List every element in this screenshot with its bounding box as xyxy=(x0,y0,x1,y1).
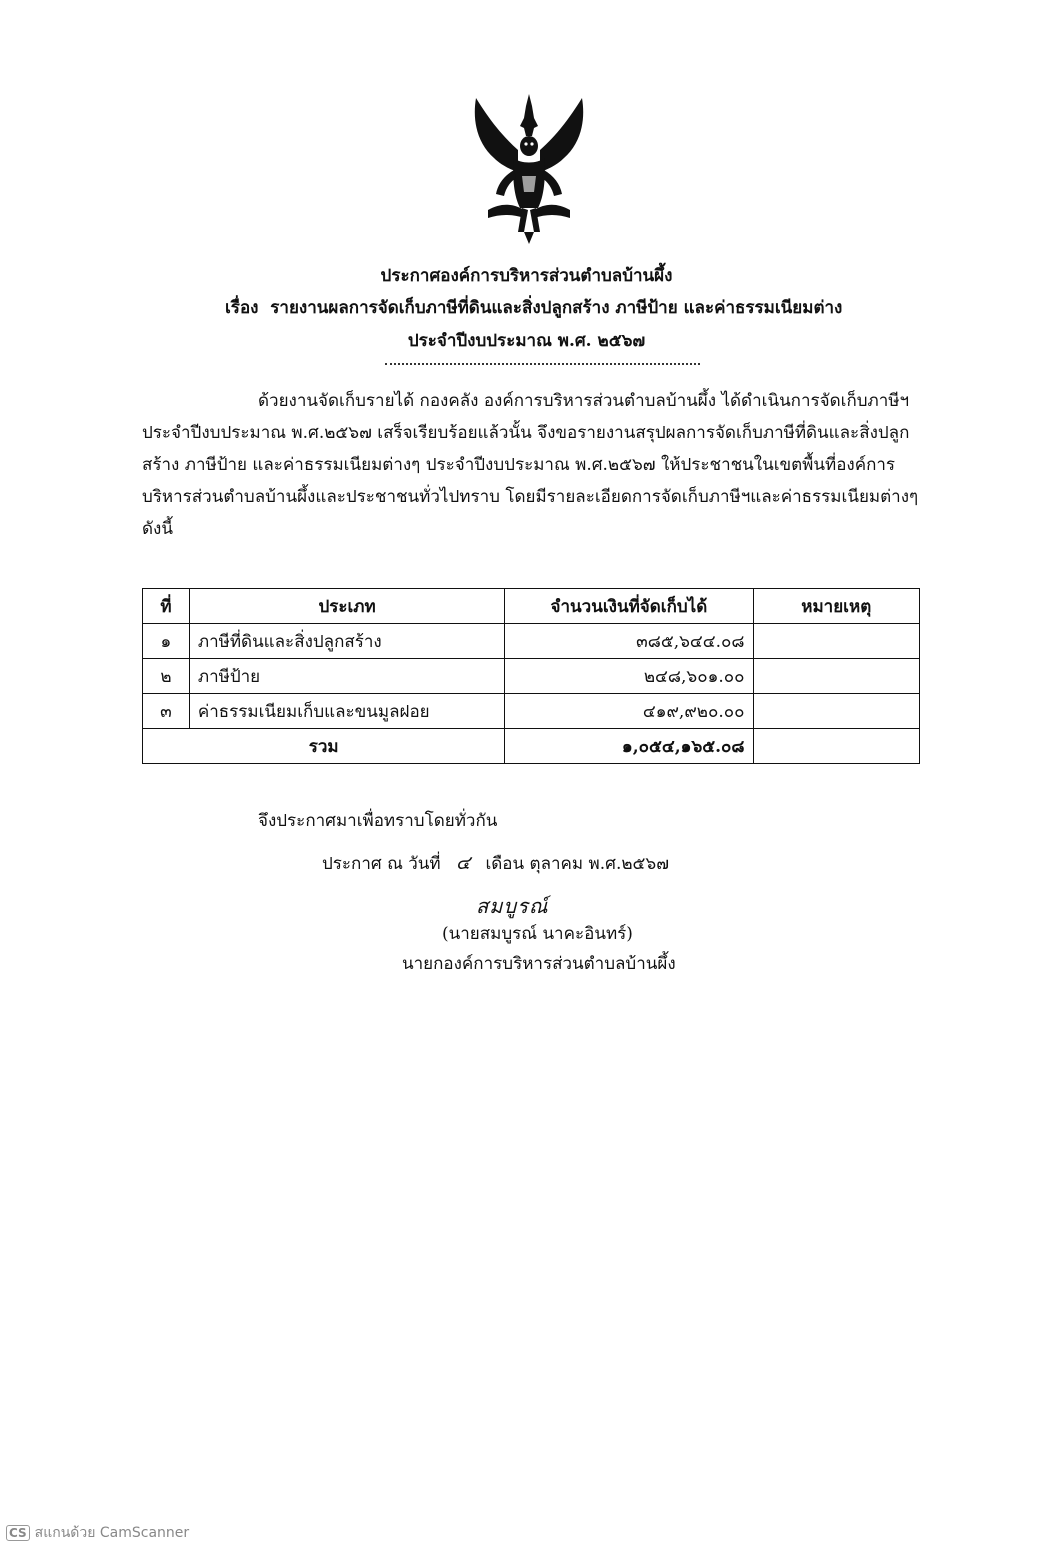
subject-line xyxy=(225,294,865,321)
row-note xyxy=(753,659,919,694)
dotted-divider xyxy=(385,363,700,365)
paragraph-line: ประจำปีงบประมาณ พ.ศ.๒๕๖๗ เสร็จเรียบร้อยแล้วนั้น จึงขอรายงานสรุปผลการจัดเก็บภาษีที่ดินและสิ่งปลูก xyxy=(142,423,910,443)
header-note: หมายเหตุ xyxy=(753,589,919,624)
subject-prefix: เรื่อง xyxy=(225,298,259,318)
garuda-emblem-icon xyxy=(468,92,590,247)
signer-name: (นายสมบูรณ์ นาคะอินทร์) xyxy=(442,924,633,944)
row-amount: ๒๔๘,๖๐๑.๐๐ xyxy=(505,659,753,694)
scanner-watermark xyxy=(6,1522,189,1544)
row-note xyxy=(753,624,919,659)
row-amount: ๔๑๙,๙๒๐.๐๐ xyxy=(505,694,753,729)
header-type: ประเภท xyxy=(189,589,504,624)
row-note xyxy=(753,694,919,729)
table-header-row xyxy=(143,589,920,624)
body-paragraph xyxy=(142,385,922,545)
row-no: ๒ xyxy=(143,659,190,694)
total-amount: ๑,๐๕๔,๑๖๕.๐๘ xyxy=(505,729,753,764)
table-row xyxy=(143,624,920,659)
date-year: พ.ศ.๒๕๖๗ xyxy=(588,854,669,874)
header-amount: จำนวนเงินที่จัดเก็บได้ xyxy=(505,589,753,624)
table-total-row xyxy=(143,729,920,764)
closing-statement: จึงประกาศมาเพื่อทราบโดยทั่วกัน xyxy=(258,811,498,831)
row-type: ภาษีที่ดินและสิ่งปลูกสร้าง xyxy=(189,624,504,659)
total-note xyxy=(753,729,919,764)
date-month: ตุลาคม xyxy=(529,854,584,874)
table-row xyxy=(143,659,920,694)
header-no: ที่ xyxy=(143,589,190,624)
handwritten-signature: สมบูรณ์ xyxy=(476,894,549,918)
date-day: ๔ xyxy=(455,852,471,874)
paragraph-line: บริหารส่วนตำบลบ้านผึ้งและประชาชนทั่วไปทราบ โดยมีรายละเอียดการจัดเก็บภาษีฯและค่าธรรมเนียมต่างๆ xyxy=(142,487,919,507)
row-no: ๓ xyxy=(143,694,190,729)
date-month-prefix: เดือน xyxy=(485,854,525,874)
paragraph-line: สร้าง ภาษีป้าย และค่าธรรมเนียมต่างๆ ประจำปีงบประมาณ พ.ศ.๒๕๖๗ ให้ประชาชนในเขตพื้นที่องค์การ xyxy=(142,455,896,475)
row-amount: ๓๘๕,๖๔๔.๐๘ xyxy=(505,624,753,659)
announcement-title: ประกาศองค์การบริหารส่วนตำบลบ้านผึ้ง xyxy=(380,266,673,286)
date-prefix: ประกาศ ณ วันที่ xyxy=(322,854,441,874)
tax-collection-table xyxy=(142,588,920,764)
scanner-text: สแกนด้วย CamScanner xyxy=(34,1525,190,1541)
signer-title: นายกองค์การบริหารส่วนตำบลบ้านผึ้ง xyxy=(402,954,676,974)
total-label: รวม xyxy=(143,729,505,764)
table-row xyxy=(143,694,920,729)
row-type: ค่าธรรมเนียมเก็บและขนมูลฝอย xyxy=(189,694,504,729)
row-type: ภาษีป้าย xyxy=(189,659,504,694)
announcement-date xyxy=(322,848,669,878)
paragraph-line: ดังนี้ xyxy=(142,519,173,539)
fiscal-year-line: ประจำปีงบประมาณ พ.ศ. ๒๕๖๗ xyxy=(407,331,646,351)
paragraph-line: ด้วยงานจัดเก็บรายได้ กองคลัง องค์การบริหารส่วนตำบลบ้านผึ้ง ได้ดำเนินการจัดเก็บภาษีฯ xyxy=(258,391,910,411)
camscanner-logo-icon: CS xyxy=(6,1525,30,1541)
row-no: ๑ xyxy=(143,624,190,659)
subject-text: รายงานผลการจัดเก็บภาษีที่ดินและสิ่งปลูกสร้าง ภาษีป้าย และค่าธรรมเนียมต่าง xyxy=(270,298,843,318)
